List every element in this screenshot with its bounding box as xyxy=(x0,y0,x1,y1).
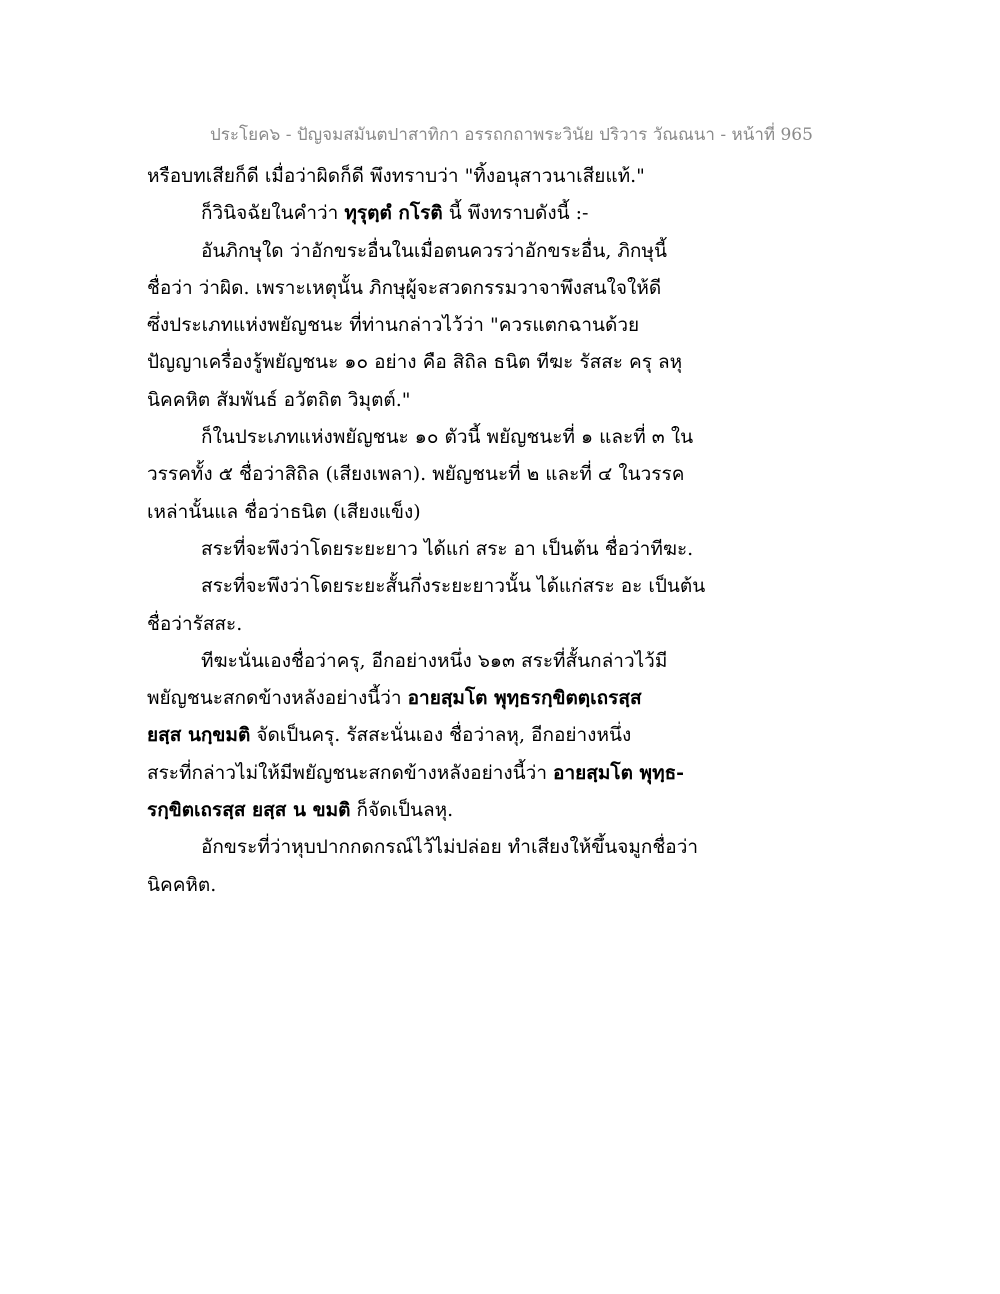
text-run: พยัญชนะสกดข้างหลังอย่างนี้ว่า xyxy=(147,687,408,710)
text-line: ปัญญาเครื่องรู้พยัญชนะ ๑๐ อย่าง คือ สิถิล ธนิต ทีฆะ รัสสะ ครุ ลหุ xyxy=(147,351,683,374)
bold-term: อายสฺมโต พุทฺธ- xyxy=(553,761,685,784)
text-line xyxy=(147,792,727,829)
text-line: ชื่อว่ารัสสะ. xyxy=(147,612,243,635)
text-line: นิคคหิต สัมพันธ์ อวัตถิต วิมุตต์." xyxy=(147,388,411,411)
text-line: นิคคหิต. xyxy=(147,873,217,896)
text-line xyxy=(147,755,727,792)
text-line: หรือบทเสียก็ดี เมื่อว่าผิดก็ดี พึงทราบว่า "ทิ้งอนุสาวนาเสียแท้." xyxy=(147,165,645,187)
text-line: สระที่จะพึงว่าโดยระยะสั้นกึ่งระยะยาวนั้น ได้แก่สระ อะ เป็นต้น xyxy=(201,575,706,598)
bold-term: ยสฺส นกฺขมติ xyxy=(147,724,251,747)
running-header: ประโยค๖ - ปัญจมสมันตปาสาทิกา อรรถกถาพระวินัย ปริวาร วัณณนา - หน้าที่ 965 xyxy=(210,125,813,145)
text-line: สระที่จะพึงว่าโดยระยะยาว ได้แก่ สระ อา เป็นต้น ชื่อว่าทีฆะ. xyxy=(201,537,694,560)
text-line xyxy=(147,680,727,717)
bold-term: รกฺขิตเถรสฺส ยสฺส น ขมติ xyxy=(147,799,351,822)
text-run: นี้ พึงทราบดังนี้ :- xyxy=(442,202,589,225)
bold-term: อายสฺมโต พุทฺธรกฺขิตตฺเถรสฺส xyxy=(407,687,642,710)
body-text xyxy=(147,158,727,904)
bold-term: ทุรุตฺตํ กโรติ xyxy=(344,202,443,225)
text-line: ก็ในประเภทแห่งพยัญชนะ ๑๐ ตัวนี้ พยัญชนะที่ ๑ และที่ ๓ ใน xyxy=(201,426,694,449)
text-run: ก็วินิจฉัยในคำว่า xyxy=(201,202,345,225)
text-line: วรรคทั้ง ๕ ชื่อว่าสิถิล (เสียงเพลา). พยัญชนะที่ ๒ และที่ ๔ ในวรรค xyxy=(147,463,685,486)
text-line: เหล่านั้นแล ชื่อว่าธนิต (เสียงแข็ง) xyxy=(147,500,421,523)
text-line xyxy=(147,717,727,754)
text-line: อักขระที่ว่าหุบปากกดกรณ์ไว้ไม่ปล่อย ทำเสียงให้ขึ้นจมูกชื่อว่า xyxy=(201,836,699,859)
text-line: อันภิกษุใด ว่าอักขระอื่นในเมื่อตนควรว่าอักขระอื่น, ภิกษุนี้ xyxy=(201,239,667,262)
text-line: ทีฆะนั่นเองชื่อว่าครุ, อีกอย่างหนึ่ง ๖๑๓ สระที่สั้นกล่าวไว้มี xyxy=(201,649,668,672)
text-line: ซึ่งประเภทแห่งพยัญชนะ ที่ท่านกล่าวไว้ว่า "ควรแตกฉานด้วย xyxy=(147,314,640,337)
text-run: ก็จัดเป็นลหุ. xyxy=(350,799,454,822)
text-line xyxy=(147,195,727,232)
text-run: สระที่กล่าวไม่ให้มีพยัญชนะสกดข้างหลังอย่างนี้ว่า xyxy=(147,761,554,784)
text-run: จัดเป็นครุ. รัสสะนั่นเอง ชื่อว่าลหุ, อีกอย่างหนึ่ง xyxy=(250,724,632,747)
text-line: ชื่อว่า ว่าผิด. เพราะเหตุนั้น ภิกษุผู้จะสวดกรรมวาจาพึงสนใจให้ดี xyxy=(147,276,662,299)
